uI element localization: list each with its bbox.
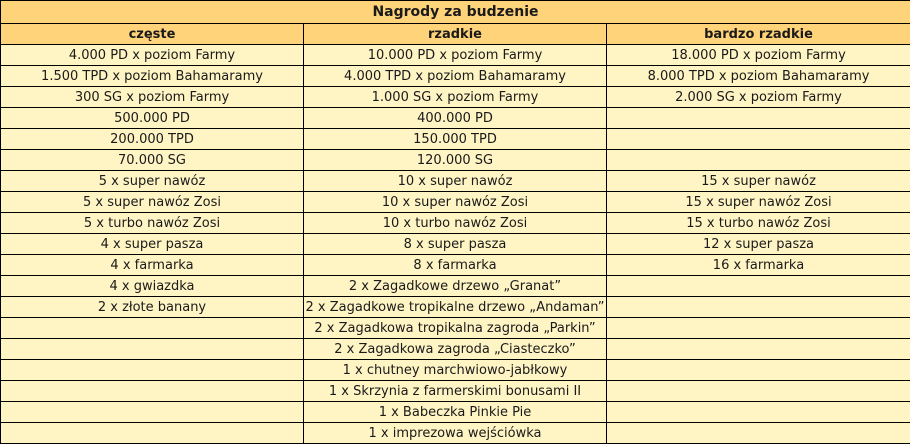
table-row xyxy=(1,129,910,150)
reward-cell-common: 70.000 SG xyxy=(1,150,304,171)
reward-cell-very-rare: 12 x super pasza xyxy=(607,234,910,255)
reward-cell-common xyxy=(1,381,304,402)
reward-cell-rare: 8 x super pasza xyxy=(304,234,607,255)
reward-cell-rare: 1.000 SG x poziom Farmy xyxy=(304,87,607,108)
table-title: Nagrody za budzenie xyxy=(1,1,910,24)
table-row xyxy=(1,402,910,423)
reward-cell-very-rare: 16 x farmarka xyxy=(607,255,910,276)
reward-cell-very-rare xyxy=(607,360,910,381)
table-row xyxy=(1,381,910,402)
reward-cell-rare: 10.000 PD x poziom Farmy xyxy=(304,45,607,66)
table-row xyxy=(1,171,910,192)
reward-cell-common xyxy=(1,339,304,360)
reward-cell-rare: 10 x super nawóz Zosi xyxy=(304,192,607,213)
reward-cell-very-rare: 15 x turbo nawóz Zosi xyxy=(607,213,910,234)
reward-cell-common: 5 x super nawóz Zosi xyxy=(1,192,304,213)
reward-cell-very-rare: 18.000 PD x poziom Farmy xyxy=(607,45,910,66)
title-row xyxy=(1,1,910,24)
column-header-very-rare: bardzo rzadkie xyxy=(607,24,910,45)
table-row xyxy=(1,66,910,87)
table-row xyxy=(1,255,910,276)
reward-cell-rare: 1 x imprezowa wejściówka xyxy=(304,423,607,444)
reward-cell-rare: 1 x chutney marchwiowo-jabłkowy xyxy=(304,360,607,381)
table-row xyxy=(1,213,910,234)
reward-cell-very-rare xyxy=(607,150,910,171)
table-row xyxy=(1,276,910,297)
reward-cell-rare: 8 x farmarka xyxy=(304,255,607,276)
reward-cell-very-rare xyxy=(607,297,910,318)
reward-cell-rare: 2 x Zagadkowe drzewo „Granat” xyxy=(304,276,607,297)
reward-cell-very-rare xyxy=(607,108,910,129)
table-row xyxy=(1,108,910,129)
reward-cell-common: 300 SG x poziom Farmy xyxy=(1,87,304,108)
reward-cell-rare: 150.000 TPD xyxy=(304,129,607,150)
reward-cell-common: 500.000 PD xyxy=(1,108,304,129)
reward-cell-rare: 120.000 SG xyxy=(304,150,607,171)
table-row xyxy=(1,150,910,171)
reward-cell-common: 4 x super pasza xyxy=(1,234,304,255)
reward-cell-rare: 10 x super nawóz xyxy=(304,171,607,192)
reward-cell-very-rare xyxy=(607,423,910,444)
table-row xyxy=(1,318,910,339)
table-row xyxy=(1,45,910,66)
reward-cell-rare: 4.000 TPD x poziom Bahamaramy xyxy=(304,66,607,87)
column-header-common: częste xyxy=(1,24,304,45)
table-row xyxy=(1,234,910,255)
reward-cell-common: 4 x gwiazdka xyxy=(1,276,304,297)
reward-cell-very-rare xyxy=(607,129,910,150)
reward-cell-common: 5 x turbo nawóz Zosi xyxy=(1,213,304,234)
reward-cell-very-rare: 15 x super nawóz xyxy=(607,171,910,192)
reward-cell-very-rare xyxy=(607,318,910,339)
reward-cell-common xyxy=(1,402,304,423)
reward-cell-rare: 1 x Babeczka Pinkie Pie xyxy=(304,402,607,423)
reward-cell-rare: 400.000 PD xyxy=(304,108,607,129)
reward-cell-rare: 2 x Zagadkowe tropikalne drzewo „Andaman” xyxy=(304,297,607,318)
reward-cell-rare: 2 x Zagadkowa tropikalna zagroda „Parkin” xyxy=(304,318,607,339)
reward-cell-common: 2 x złote banany xyxy=(1,297,304,318)
table-row xyxy=(1,297,910,318)
reward-cell-common xyxy=(1,360,304,381)
reward-cell-very-rare: 2.000 SG x poziom Farmy xyxy=(607,87,910,108)
table-row xyxy=(1,87,910,108)
table-body xyxy=(1,45,910,444)
reward-cell-rare: 2 x Zagadkowa zagroda „Ciasteczko” xyxy=(304,339,607,360)
table-row xyxy=(1,192,910,213)
reward-cell-common xyxy=(1,318,304,339)
reward-cell-common: 5 x super nawóz xyxy=(1,171,304,192)
reward-cell-common: 4 x farmarka xyxy=(1,255,304,276)
reward-cell-very-rare xyxy=(607,339,910,360)
reward-cell-common xyxy=(1,423,304,444)
reward-cell-very-rare xyxy=(607,402,910,423)
reward-cell-very-rare xyxy=(607,381,910,402)
column-header-rare: rzadkie xyxy=(304,24,607,45)
reward-cell-common: 1.500 TPD x poziom Bahamaramy xyxy=(1,66,304,87)
reward-cell-rare: 1 x Skrzynia z farmerskimi bonusami II xyxy=(304,381,607,402)
reward-cell-rare: 10 x turbo nawóz Zosi xyxy=(304,213,607,234)
reward-cell-very-rare: 8.000 TPD x poziom Bahamaramy xyxy=(607,66,910,87)
reward-cell-very-rare xyxy=(607,276,910,297)
reward-cell-very-rare: 15 x super nawóz Zosi xyxy=(607,192,910,213)
header-row xyxy=(1,24,910,45)
reward-cell-common: 4.000 PD x poziom Farmy xyxy=(1,45,304,66)
reward-cell-common: 200.000 TPD xyxy=(1,129,304,150)
table-row xyxy=(1,423,910,444)
table-row xyxy=(1,339,910,360)
table-row xyxy=(1,360,910,381)
